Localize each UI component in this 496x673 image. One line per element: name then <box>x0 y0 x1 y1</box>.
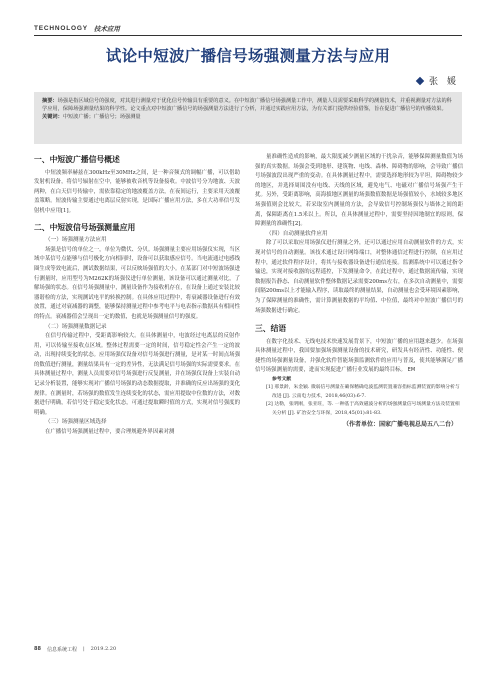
subsection-1-title: （一）场强测量方法应用 <box>45 237 107 244</box>
author-affiliation: （作者单位：国家广播电视总局五八二台） <box>342 421 457 429</box>
subsection-2-title: （二）场强测量数据记录 <box>45 323 107 330</box>
section-3-title: 三、结语 <box>255 324 287 334</box>
journal-header-cn: 技术应用 <box>93 24 120 33</box>
section-1-paragraph: 中短波频率赫兹在300kHz至30MHz之间，是一种音频式的调幅广播，可以借助发射机设备，将信号辐射在空中，能够被收音机等设备接收。中波信号分为地波、天波两种，在白天信号传输中，需依靠稳定的地波覆盖方法，在夜间运行，主要采用天波覆盖策略。短波传输主要通过电离层反射实现，是国际广播应用方法，多在大功率信号发射机中应用[1]。 <box>34 169 240 214</box>
footer-separator: | <box>82 646 85 652</box>
header-rule <box>34 35 462 36</box>
keywords: 中短波广播；广播信号；场强测量 <box>62 114 141 121</box>
keywords-line <box>42 113 456 121</box>
author-name: 张 媛 <box>428 77 456 87</box>
conclusion-paragraph <box>255 338 463 376</box>
footer-issue: 2019.2.20 <box>90 646 117 652</box>
reference-item: [1] 邢景龄，朱金颖. 微弱信号测量在确保精确电波监测装置兼容指标监测装置的影响分析与改进 [J]. 云南电力技术，2018,46(03):6-7. <box>266 385 460 399</box>
journal-header <box>34 22 120 34</box>
page-footer <box>34 646 116 653</box>
subsection-4-paragraph: 除了可以采取应用场强仪进行测量之外，还可以通过应用自动测量软件的方式，实现对信号的自动测量。该技术通过设计网络端口，对整体通信过程进行控制，在应用过程中，通过软件程序设计，将其与接收器设备进行通信连接。监测系统中可以通过指令输送，实现对接收器的远程遥控，下发测量命令，在此过程中，通过数据流传输，实现数据报告静态、自动测量软件整体数据记录需要200ms左右，在多次自动测量中，需要间隔200ms以上才能输入程序，读取最终的测量结果，自动测量也会受环境因素影响，为了保障测量的准确性，需计算测量数据的平均值、中位值，最终对中短波广播信号的场强数据进行确定。 <box>255 240 463 314</box>
subsection-4-title: （四）自动测量软件应用 <box>266 230 328 237</box>
subsection-3-paragraph: 在广播信号场强测量过程中，要合理规避外界因素对测 <box>45 429 175 436</box>
left-column <box>34 153 240 438</box>
journal-header-en: TECHNOLOGY <box>34 24 88 32</box>
article-title: 试论中短波广播信号场强测量方法与应用 <box>105 47 391 65</box>
diamond-icon <box>416 76 424 84</box>
subsection-3-title: （三）场强测量区域选择 <box>45 419 107 426</box>
conclusion-text: 在数字化技术、无线电技术快速发展背景下，中短波广播的应用越来越少。在场强具体测量过程中，我国要加强场强测量设备的技术研究，研发具有经济性、功能性、便捷性的场强测量设备，并强化软件智能场强监测软件的应用与普及，使其能够满足广播信号场强测量的需要，进而实现促进广播行业发展的最终目标。 <box>255 338 463 374</box>
references <box>255 376 463 418</box>
references-title: 参考文献 <box>272 377 292 383</box>
section-2-title: 二、中短波信号场强测量应用 <box>34 222 136 232</box>
end-mark: EM <box>407 367 416 374</box>
section-1-title: 一、中短波广播信号概述 <box>34 155 120 164</box>
abstract-label: 摘要： <box>42 98 58 104</box>
abstract <box>42 97 456 122</box>
reference-item: [2] 达勒，张明刚，张亚旺，等. 一种基于高效磁波分析的场强测量信号场测量方法及装置相关分析 [J]. 矿冶安全与环保，2018,45(01):81-83. <box>266 402 460 416</box>
abstract-text: 场强是指区域信号的强度，对其进行测量对于优化信号传输具有重要的意义。在中短波广播信号场强测量工作中，测量人员需要采取科学的测量技术，并重视测量对方法的科学应用，保障场强测量结果的科学性。论文重点对中短波广播信号的场强测量方法进行了分析，并通过实践应用方法，为有关部门提供经验借鉴，旨在促进广播信号的传播效果。 <box>42 98 452 113</box>
right-column <box>255 153 463 430</box>
keywords-label: 关键词： <box>42 114 63 121</box>
author-line <box>417 74 456 87</box>
page-number: 88 <box>34 646 41 652</box>
footer-journal: 信息系统工程 <box>46 647 77 653</box>
right-paragraph-1: 量准确性造成的影响，最大限度减少测量区域的干扰杂音，能够保障测量数值为场强的真实数据。场强会受到地形、建筑物、电线、森林、障碍物的影响，会导致广播信号场强波段出现严重的变动。在具体测量过程中，需要选择地形较为平坦，障碍物较少的地区，并选择周围没有电线、天线的区域，避免电气、电磁对广播信号场强产生干扰。另外，受距离影响，高海拔地区测量的场强数值数据是场强值较小，水域较多地区场强值则会比较大，若采取室内测量的方法，会导致信号控制场强仪与墙体之间的距离，保障距离在1.5米以上。所以，在具体测量过程中，需要坚持因地制宜的原则，保障测量的准确性[2]。 <box>255 154 463 228</box>
subsection-1-paragraph: 场强是信号的单位之一，单位为微伏、分贝。场强测量主要应用场强仪实现，当区域中某信号点能够与信号极化方向相同时，设备可以获取感应信号。当电流通过电感线圈生成等效电流后，测试数据结果，可以反映场强值的大小。在某部门对中短波场强进行测量时，应用型号为M262K的场强仪进行单位测量，该设备可以通过测量对比，了解场强的状态。在信号场强测量中，测量设备作为接收机存在，在设备上通过安装比较器谐检的方法，实现测试电平的转换控制。在具体应用过程中，将衰减器设备进行有效放置，通过对衰减器的调整，能够保持测量过程中参考电平与电表指示数据具有相同性的特点。衰减器值会呈现出一定的数值，也就是场强测量信号的强度。 <box>34 246 240 320</box>
subsection-2-paragraph: 在信号传输过程中，受距离影响较大。在具体测量中，电波经过电离层的反射作用，可以传输至接收点区域。整体过程需要一定的时间，信号稳定性会产生一定的波动，出现持续变化的状态。应用场强仪设备对信号场强进行测量，是对某一时间点场强的数值进行测量，测量结果具有一定的差异性，无法满足信号场强的实际需要要求。在具体测量过程中，测量人员需要对信号场强进行反复测量，并在场强仪设备上实装自动记录分析装置，能够实现对广播信号场强的动态数据提取，并准确的反应出场强的变化规律。在测量时，若场强的数值发生连续变化的状态，需应用提取中位数的方法，对数据进行明确，若信号处于稳定变化状态，可通过提取瞬时值的方式，实现对信号强度的明确。 <box>34 333 240 416</box>
